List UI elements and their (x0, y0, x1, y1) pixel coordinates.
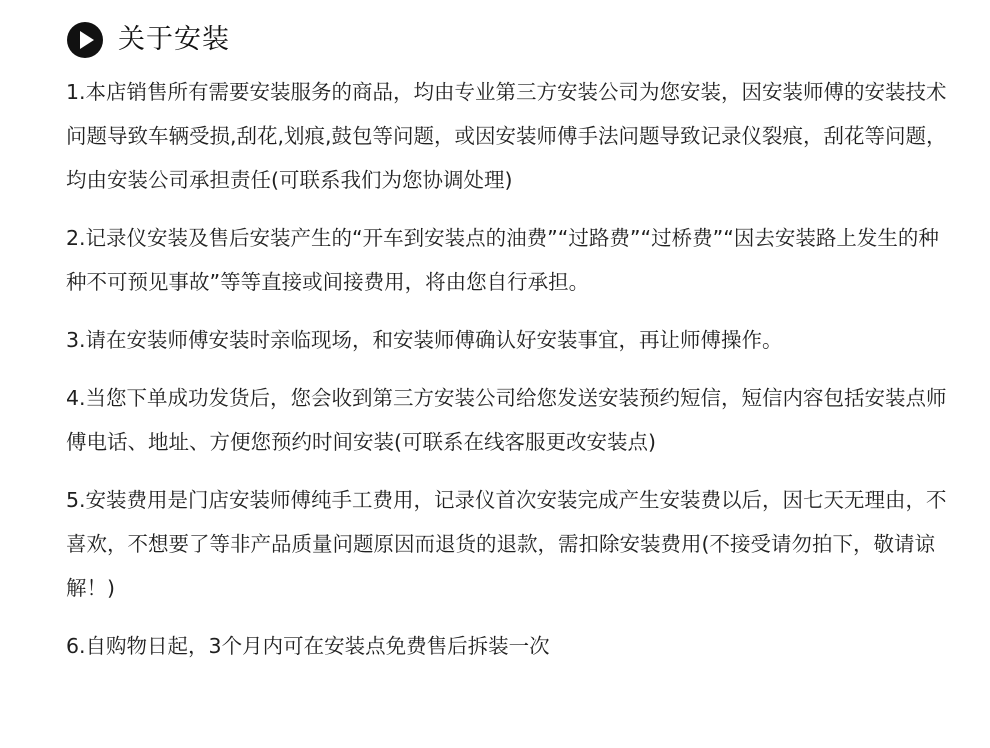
term-item-1: 1.本店销售所有需要安装服务的商品，均由专业第三方安装公司为您安装，因安装师傅的安装技术问题导致车辆受损,刮花,划痕,鼓包等问题，或因安装师傅手法问题导致记录仪裂痕，刮花等问题，均由安装公司承担责任(可联系我们为您协调处理) (66, 80, 947, 192)
term-item-6: 6.自购物日起，3个月内可在安装点免费售后拆装一次 (66, 634, 550, 658)
section-title: 关于安装 (118, 24, 230, 55)
install-terms-list (66, 70, 956, 668)
term-item-4: 4.当您下单成功发货后，您会收到第三方安装公司给您发送安装预约短信，短信内容包括安装点师傅电话、地址、方便您预约时间安装(可联系在线客服更改安装点) (66, 386, 947, 454)
section-heading (66, 18, 956, 62)
term-item-3: 3.请在安装师傅安装时亲临现场，和安装师傅确认好安装事宜，再让师傅操作。 (66, 328, 783, 352)
term-item-2: 2.记录仪安装及售后安装产生的“开车到安装点的油费”“过路费”“过桥费”“因去安装路上发生的种种不可预见事故”等等直接或间接费用，将由您自行承担。 (66, 226, 939, 294)
term-item-5: 5.安装费用是门店安装师傅纯手工费用，记录仪首次安装完成产生安装费以后，因七天无理由，不喜欢，不想要了等非产品质量问题原因而退货的退款，需扣除安装费用(不接受请勿拍下，敬请谅解！) (66, 488, 947, 600)
install-info-section (66, 18, 956, 682)
play-circle-icon (66, 21, 104, 59)
